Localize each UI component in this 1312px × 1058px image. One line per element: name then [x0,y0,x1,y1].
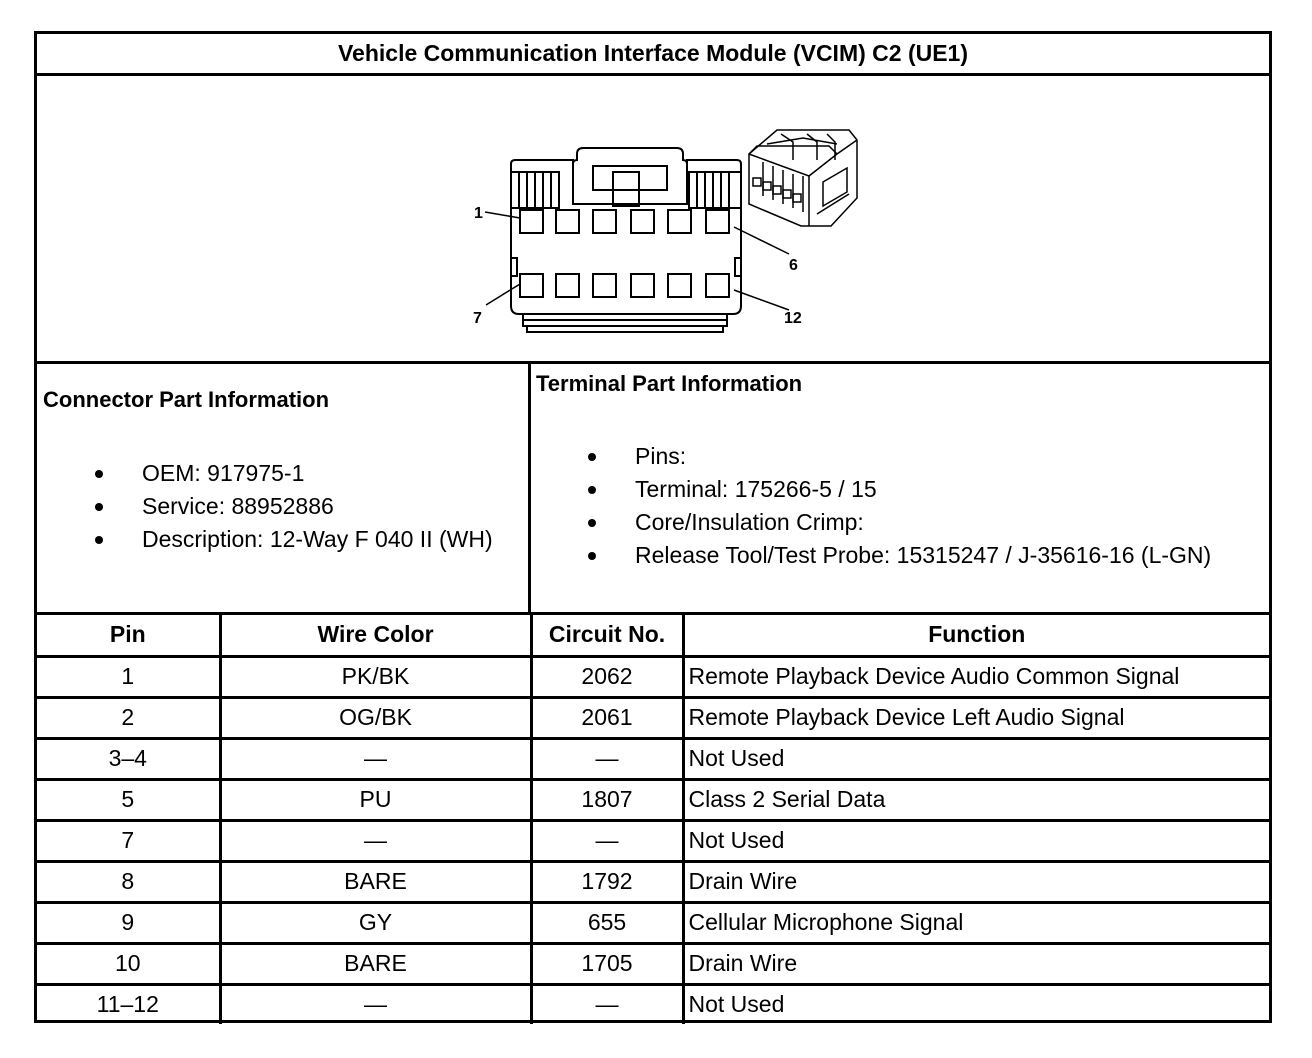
cell-wire-color: OG/BK [220,697,531,738]
cell-circuit-no: 2061 [531,697,683,738]
part-information [37,364,1269,615]
connector-info-item: Service: 88952886 [91,490,493,523]
table-row [37,943,1269,984]
table-row [37,984,1269,1024]
cell-function: Drain Wire [683,861,1269,902]
connector-part-info [37,364,531,612]
cell-pin: 5 [37,779,220,820]
cell-pin: 2 [37,697,220,738]
cell-circuit-no: — [531,820,683,861]
cell-circuit-no: — [531,738,683,779]
pin-label-6: 6 [789,257,798,274]
cavity-6 [706,210,729,233]
connector-info-item: Description: 12-Way F 040 II (WH) [91,523,493,556]
page-title: Vehicle Communication Interface Module (VCIM) C2 (UE1) [37,34,1269,76]
connector-3d-illustration [749,130,857,226]
col-header-wire-color: Wire Color [220,615,531,656]
pin-cavities [520,210,729,297]
connector-face-drawing [37,76,1269,361]
terminal-info-heading: Terminal Part Information [536,371,803,396]
cell-wire-color: — [220,738,531,779]
cell-pin: 8 [37,861,220,902]
table-row [37,738,1269,779]
pinout-table [37,615,1269,1024]
pin-label-12: 12 [784,310,802,327]
cavity-2 [556,210,579,233]
cavity-9 [593,274,616,297]
cell-function: Not Used [683,738,1269,779]
cavity-4 [631,210,654,233]
terminal-part-info [531,364,1269,612]
cell-function: Remote Playback Device Left Audio Signal [683,697,1269,738]
terminal-info-item: Terminal: 175266-5 / 15 [584,473,1211,506]
col-header-pin: Pin [37,615,220,656]
cavity-7 [520,274,543,297]
cell-pin: 10 [37,943,220,984]
cell-wire-color: GY [220,902,531,943]
connector-info-list [91,457,493,556]
cell-function: Cellular Microphone Signal [683,902,1269,943]
col-header-function: Function [683,615,1269,656]
table-row [37,779,1269,820]
cell-pin: 3–4 [37,738,220,779]
terminal-info-item: Core/Insulation Crimp: [584,506,1211,539]
cell-pin: 9 [37,902,220,943]
table-row [37,656,1269,697]
cell-circuit-no: — [531,984,683,1024]
cavity-1 [520,210,543,233]
cell-wire-color: — [220,984,531,1024]
cell-pin: 1 [37,656,220,697]
cell-function: Not Used [683,984,1269,1024]
cavity-8 [556,274,579,297]
table-row [37,861,1269,902]
cell-pin: 11–12 [37,984,220,1024]
connector-diagram [37,76,1269,364]
cell-function: Not Used [683,820,1269,861]
cell-function: Drain Wire [683,943,1269,984]
table-row [37,820,1269,861]
terminal-info-list [584,440,1211,572]
table-row [37,697,1269,738]
table-header-row [37,615,1269,656]
cavity-3 [593,210,616,233]
connector-info-heading: Connector Part Information [43,387,330,412]
cell-pin: 7 [37,820,220,861]
cavity-11 [668,274,691,297]
cell-wire-color: BARE [220,943,531,984]
cavity-5 [668,210,691,233]
col-header-circuit-no: Circuit No. [531,615,683,656]
connector-info-item: OEM: 917975-1 [91,457,493,490]
cell-circuit-no: 1705 [531,943,683,984]
cell-wire-color: — [220,820,531,861]
cell-function: Remote Playback Device Audio Common Signal [683,656,1269,697]
cell-circuit-no: 2062 [531,656,683,697]
terminal-info-item: Release Tool/Test Probe: 15315247 / J-35616-16 (L-GN) [584,539,1211,572]
connector-sheet [34,31,1272,1023]
cell-circuit-no: 1807 [531,779,683,820]
cavity-12 [706,274,729,297]
table-row [37,902,1269,943]
cell-wire-color: PU [220,779,531,820]
pin-label-1: 1 [474,205,483,222]
cell-wire-color: PK/BK [220,656,531,697]
terminal-info-item: Pins: [584,440,1211,473]
pin-label-7: 7 [473,310,482,327]
cell-function: Class 2 Serial Data [683,779,1269,820]
cell-wire-color: BARE [220,861,531,902]
cavity-10 [631,274,654,297]
cell-circuit-no: 655 [531,902,683,943]
cell-circuit-no: 1792 [531,861,683,902]
